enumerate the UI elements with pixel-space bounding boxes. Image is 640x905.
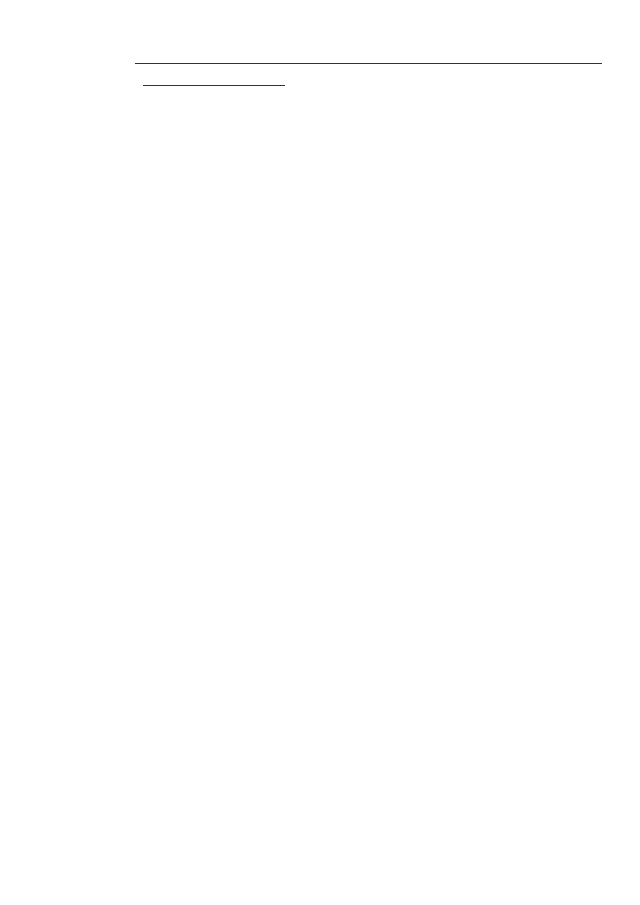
- blank-underline: [135, 63, 602, 64]
- position-name-blank[interactable]: [143, 84, 285, 86]
- document-body: [98, 48, 610, 88]
- position-line: [98, 71, 610, 88]
- knowledge-blank-line[interactable]: [135, 48, 610, 67]
